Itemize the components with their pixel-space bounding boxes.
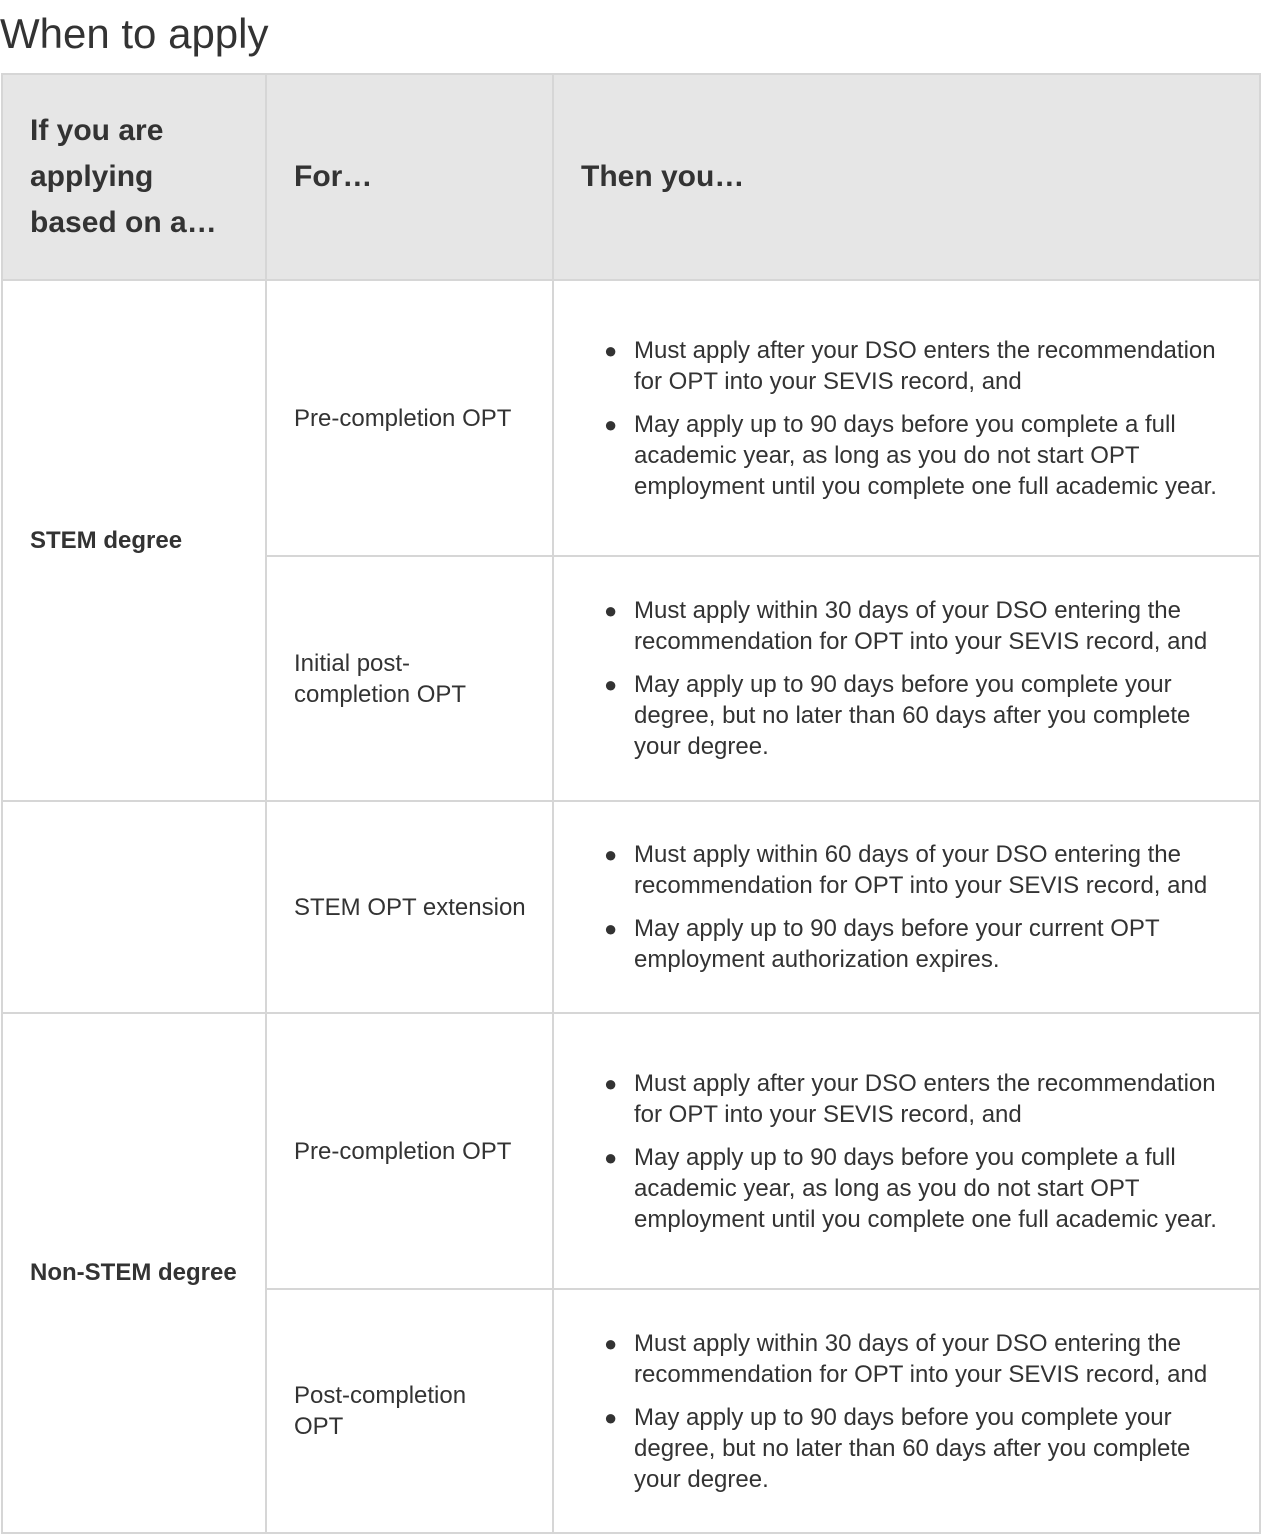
table-header-row — [2, 74, 1260, 280]
bullet-icon: ● — [604, 1330, 618, 1356]
list-item: ● Must apply after your DSO enters the recommendation for OPT into your SEVIS record, and — [604, 1069, 1216, 1128]
list-item: ● May apply up to 90 days before you complete your degree, but no later than 60 days after you complete your degree. — [604, 671, 1191, 760]
list-item: ● May apply up to 90 days before you complete a full academic year, as long as you do not start OPT employment until you complete one full academic year. — [604, 410, 1217, 500]
then-cell — [553, 801, 1260, 1013]
requirements-list — [581, 595, 1235, 762]
bullet-icon: ● — [604, 916, 618, 941]
when-to-apply-table — [1, 73, 1261, 1534]
bullet-icon: ● — [604, 337, 618, 363]
header-for: For… — [266, 74, 553, 280]
table-row — [2, 1013, 1260, 1289]
basis-cell-empty — [2, 801, 266, 1013]
list-item: ● May apply up to 90 days before you complete a full academic year, as long as you do not start OPT employment until you complete one full academic year. — [604, 1143, 1217, 1233]
requirements-list — [581, 1068, 1235, 1235]
requirements-list — [581, 839, 1235, 975]
requirements-list — [581, 335, 1235, 502]
bullet-icon: ● — [604, 598, 618, 623]
basis-cell-non-stem: Non-STEM degree — [2, 1013, 266, 1533]
bullet-icon: ● — [604, 1070, 618, 1096]
list-item: ● May apply up to 90 days before you complete your degree, but no later than 60 days after you complete your degree. — [604, 1403, 1191, 1493]
then-cell — [553, 280, 1260, 556]
for-cell: Pre-completion OPT — [266, 280, 553, 556]
then-cell — [553, 1013, 1260, 1289]
bullet-icon: ● — [604, 842, 618, 867]
list-item: ● Must apply after your DSO enters the recommendation for OPT into your SEVIS record, and — [604, 336, 1216, 395]
table-row — [2, 801, 1260, 1013]
page-title: When to apply — [0, 10, 269, 57]
list-item: ● Must apply within 30 days of your DSO entering the recommendation for OPT into your SEVIS record, and — [604, 597, 1208, 655]
then-cell — [553, 556, 1260, 801]
bullet-icon: ● — [604, 672, 618, 697]
header-basis: If you are applying based on a… — [2, 74, 266, 280]
list-item: ● May apply up to 90 days before your current OPT employment authorization expires. — [604, 915, 1160, 973]
for-cell: Pre-completion OPT — [266, 1013, 553, 1289]
table-row — [2, 280, 1260, 556]
bullet-icon: ● — [604, 1144, 618, 1170]
for-cell: Post-completion OPT — [266, 1289, 553, 1533]
for-cell: Initial post-completion OPT — [266, 556, 553, 801]
bullet-icon: ● — [604, 411, 618, 437]
header-then: Then you… — [553, 74, 1260, 280]
then-cell — [553, 1289, 1260, 1533]
list-item: ● Must apply within 30 days of your DSO entering the recommendation for OPT into your SEVIS record, and — [604, 1329, 1208, 1388]
bullet-icon: ● — [604, 1404, 618, 1430]
basis-cell-stem: STEM degree — [2, 280, 266, 801]
list-item: ● Must apply within 60 days of your DSO entering the recommendation for OPT into your SEVIS record, and — [604, 841, 1208, 899]
requirements-list — [581, 1328, 1235, 1495]
for-cell: STEM OPT extension — [266, 801, 553, 1013]
